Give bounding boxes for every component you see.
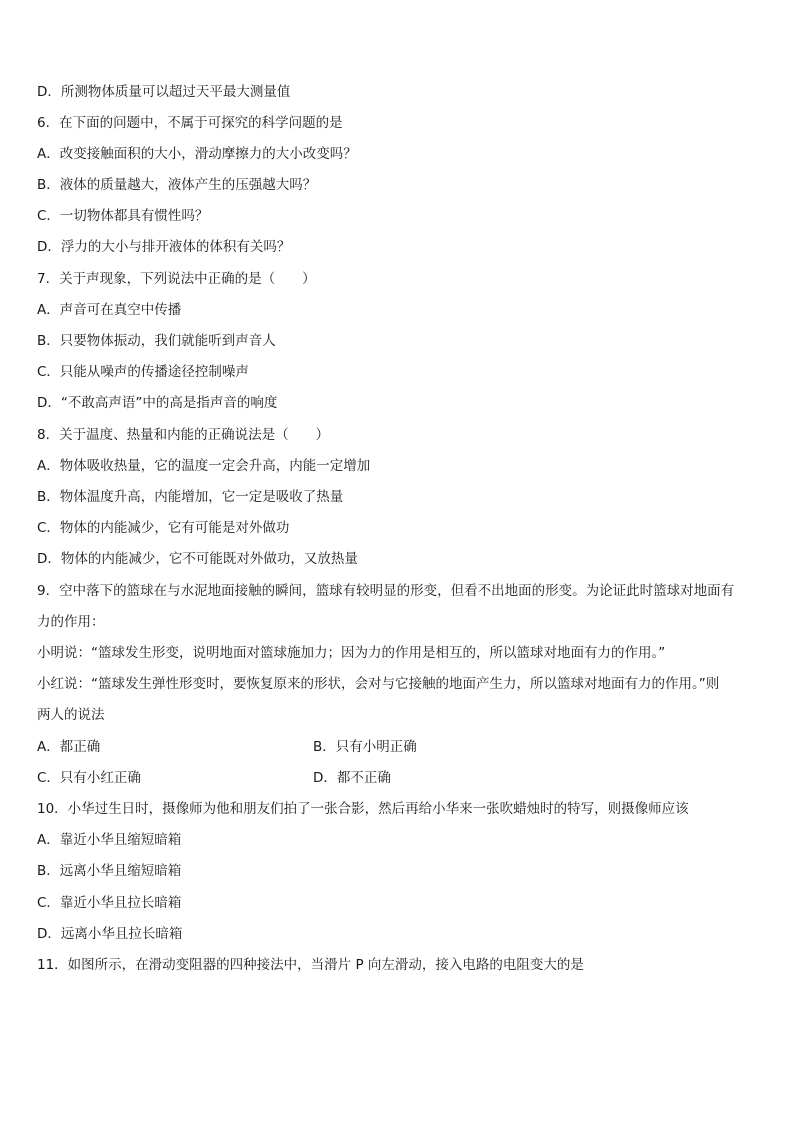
q9-xiaoming-statement: 小明说：“篮球发生形变，说明地面对篮球施加力；因为力的作用是相互的，所以篮球对地面有力的作用。” (37, 645, 666, 661)
q8-option-b: B．物体温度升高，内能增加，它一定是吸收了热量 (37, 489, 344, 505)
q9-stem-line1: 9．空中落下的篮球在与水泥地面接触的瞬间，篮球有较明显的形变，但看不出地面的形变。为论证此时篮球对地面有 (37, 583, 735, 599)
q6-option-a: A．改变接触面积的大小，滑动摩擦力的大小改变吗？ (37, 146, 357, 162)
q10-option-b: B．远离小华且缩短暗箱 (37, 863, 182, 879)
q11-stem: 11．如图所示，在滑动变阻器的四种接法中，当滑片 P 向左滑动，接入电路的电阻变大的是 (37, 957, 584, 973)
q7-option-c: C．只能从噪声的传播途径控制噪声 (37, 364, 249, 380)
q6-option-d: D．浮力的大小与排开液体的体积有关吗？ (37, 239, 291, 255)
q10-option-c: C．靠近小华且拉长暗箱 (37, 895, 182, 911)
q9-stem-line2: 力的作用： (37, 614, 105, 630)
q9-xiaohong-statement: 小红说：“篮球发生弹性形变时，要恢复原来的形状，会对与它接触的地面产生力，所以篮球对地面有力的作用。”则 (37, 676, 720, 692)
q7-option-b: B．只要物体振动，我们就能听到声音人 (37, 333, 276, 349)
q7-option-a: A．声音可在真空中传播 (37, 302, 182, 318)
q5-option-d: D．所测物体质量可以超过天平最大测量值 (37, 84, 291, 100)
q10-stem: 10．小华过生日时，摄像师为他和朋友们拍了一张合影，然后再给小华来一张吹蜡烛时的特写，则摄像师应该 (37, 801, 689, 817)
q8-stem: 8．关于温度、热量和内能的正确说法是（ ） (37, 427, 330, 443)
q9-option-c: C．只有小红正确 (37, 770, 141, 786)
q8-option-c: C．物体的内能减少，它有可能是对外做功 (37, 520, 290, 536)
q8-option-d: D．物体的内能减少，它不可能既对外做功，又放热量 (37, 551, 358, 567)
q9-stem-line5: 两人的说法 (37, 707, 105, 723)
q9-option-a: A．都正确 (37, 739, 101, 755)
q10-option-a: A．靠近小华且缩短暗箱 (37, 832, 182, 848)
q8-option-a: A．物体吸收热量，它的温度一定会升高，内能一定增加 (37, 458, 371, 474)
q6-option-c: C．一切物体都具有惯性吗？ (37, 208, 209, 224)
q7-stem: 7．关于声现象，下列说法中正确的是（ ） (37, 271, 316, 287)
q7-option-d: D．“不敢高声语”中的高是指声音的响度 (37, 395, 278, 411)
q6-option-b: B．液体的质量越大，液体产生的压强越大吗？ (37, 177, 317, 193)
q9-option-d: D．都不正确 (313, 770, 391, 786)
q9-option-b: B．只有小明正确 (313, 739, 417, 755)
q6-stem: 6．在下面的问题中，不属于可探究的科学问题的是 (37, 115, 343, 131)
q10-option-d: D．远离小华且拉长暗箱 (37, 926, 183, 942)
